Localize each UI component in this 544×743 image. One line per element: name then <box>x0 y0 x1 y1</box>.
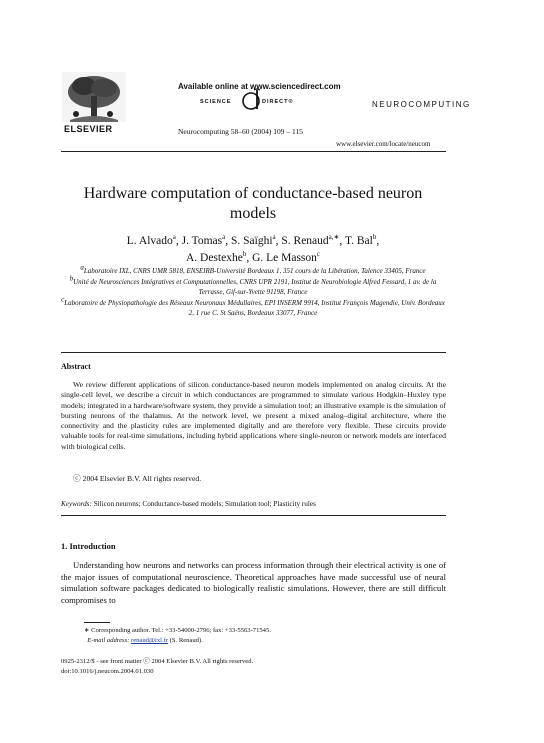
footnote <box>84 626 271 646</box>
affiliations <box>60 263 446 319</box>
email-line: E-mail address: renaud@ixl.fr (S. Renaud). <box>87 637 203 644</box>
doi-line: doi:10.1016/j.neucom.2004.01.030 <box>61 668 154 675</box>
issn-line: 0925-2312/$ - see front matter ⓒ 2004 Elsevier B.V. All rights reserved. <box>61 658 254 665</box>
sciencedirect-d-icon <box>238 88 264 112</box>
issn-info <box>61 657 253 677</box>
corresponding-author: ∗ Corresponding author. Tel.: +33-54000-2796; fax: +33-5563-71545. <box>84 627 271 634</box>
abstract-heading: Abstract <box>61 362 91 371</box>
journal-url[interactable]: www.elsevier.com/locate/neucom <box>336 140 431 148</box>
keywords-text: Silicon neurons; Conductance-based models; Simulation tool; Plasticity rules <box>91 500 316 508</box>
sciencedirect-left: SCIENCE <box>200 99 232 105</box>
footnote-divider <box>84 622 110 623</box>
journal-logo: NEUROCOMPUTING <box>372 100 471 109</box>
author: A. Destexhe$^b$, <box>185 250 253 264</box>
section-heading: 1. Introduction <box>61 541 116 551</box>
publisher-name: ELSEVIER <box>64 124 113 134</box>
abstract-text: We review different applications of silicon conductance-based neuron models implemented on analog circuits. At the single-cell level, we describe a circuit in which conductances are programmed to simulate various Hodgkin–Huxley type models; integrated in a hardware/software system, they provide a simulation tool; an illustrative example is the simulation of bursting neurons of the thalamus. At the network level, we present a mixed analog–digital architecture, where the connectivity and the plasticity rules are implemented digitally and are therefore very flexible. These circuits provide valuable tools for real-time simulations, including hybrid applications where single-neuron or network models are interfaced with biological cells. <box>61 380 446 451</box>
keywords-label: Keywords: <box>61 500 92 508</box>
abstract-top-divider <box>61 352 446 353</box>
author: G. Le Masson$^c$ <box>252 250 321 264</box>
author: L. Alvado$^a$, <box>126 233 182 247</box>
affiliation: bUnité de Neurosciences Intégratives et Computationnelles, CNRS UPR 2191, Institut de Neurobiologie Alfred Fessard, 1 av. de la Terrasse, Gif-sur-Yvette 91198, France <box>69 274 437 296</box>
affiliation: cLaboratoire de Physiopathologie des Réseaux Neuronaux Médullaires, EPI INSERM 9914, Institut François Magendie, Univ. Bordeaux 2, 1 rue C. St Saëns, Bordeaux 33077, France <box>61 295 445 317</box>
paper-title: Hardware computation of conductance-based neuron models <box>83 185 423 222</box>
journal-reference: Neurocomputing 58–60 (2004) 109 – 115 <box>178 127 303 136</box>
keywords <box>61 500 446 508</box>
abstract-bottom-divider <box>61 515 446 516</box>
author: J. Tomas$^a$, <box>181 233 231 247</box>
introduction-text: Understanding how neurons and networks can process information through their electrical activity is one of the major issues of computational neuroscience. Theoretical approaches have made successful use of neural simulation software packages dedicated to biologically realistic simulations. However, there are still difficult compromises to <box>61 560 446 606</box>
author: S. Renaud$^{a,∗}$, <box>281 233 345 247</box>
sciencedirect-right: DIRECT® <box>262 99 294 105</box>
header-divider <box>61 151 446 152</box>
email-link[interactable]: renaud@ixl.fr <box>131 637 169 644</box>
author-list <box>60 233 446 267</box>
available-online-text: Available online at www.sciencedirect.com <box>178 82 341 91</box>
author: T. Bal$^b$, <box>344 233 380 247</box>
author: S. Saïghi$^a$, <box>230 233 282 247</box>
abstract-copyright: ⓒ 2004 Elsevier B.V. All rights reserved. <box>73 474 202 483</box>
affiliation: aLaboratoire IXL, CNRS UMR 5818, ENSEIRB-Université Bordeaux 1, 351 cours de la Libération, Talence 33405, France <box>80 263 426 275</box>
